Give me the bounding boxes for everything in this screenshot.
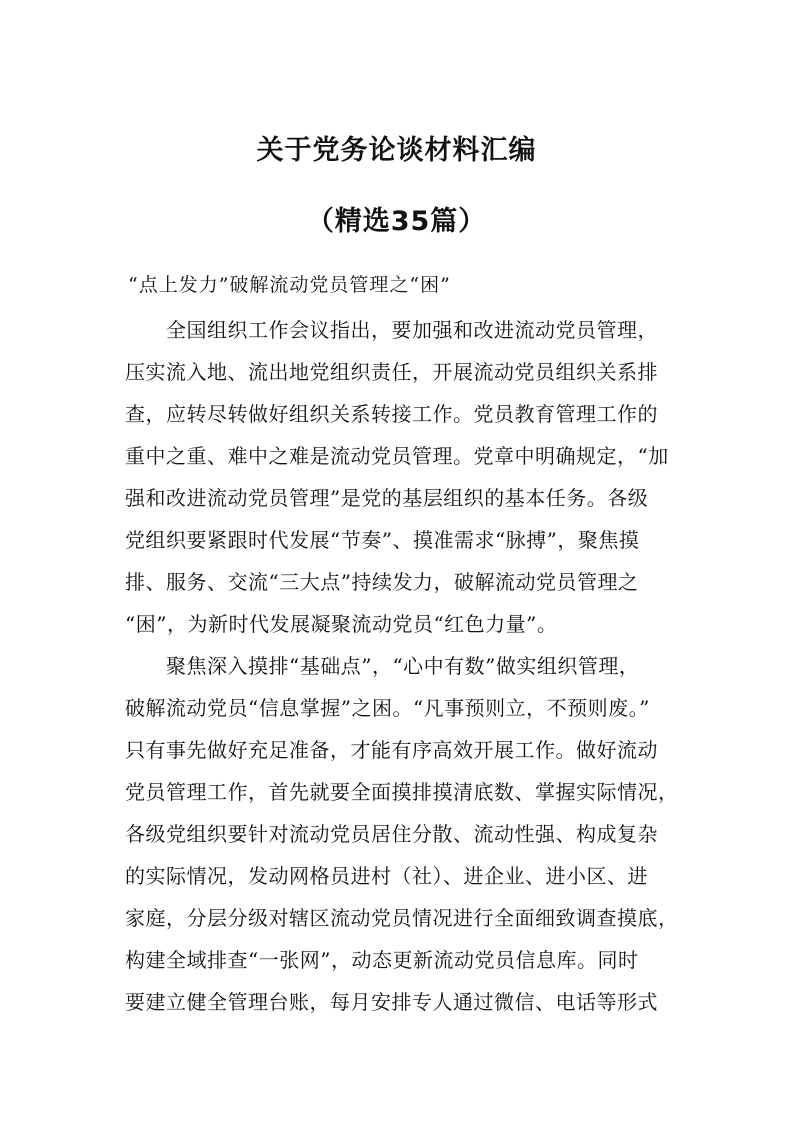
text-line: “困”，为新时代发展凝聚流动党员“红色力量”。: [125, 612, 558, 636]
text-line: 强和改进流动党员管理”是党的基层组织的基本任务。各级: [125, 486, 649, 510]
text-line: 查，应转尽转做好组织关系转接工作。党员教育管理工作的: [125, 402, 658, 426]
document-title: 关于党务论谈材料汇编: [256, 135, 537, 166]
text-line: 聚焦深入摸排“基础点”，“心中有数”做实组织管理，: [166, 654, 640, 678]
text-line: 党员管理工作，首先就要全面摸排摸清底数、掌握实际情况，: [125, 780, 679, 804]
section-heading: “点上发力”破解流动党员管理之“困”: [128, 274, 451, 296]
text-line: 压实流入地、流出地党组织责任，开展流动党员组织关系排: [125, 360, 658, 384]
text-line: 全国组织工作会议指出，要加强和改进流动党员管理，: [166, 318, 658, 342]
text-line: 的实际情况，发动网格员进村（社）、进企业、进小区、进: [125, 864, 648, 888]
text-line: 党组织要紧跟时代发展“节奏”、摸准需求“脉搏”，聚焦摸: [125, 528, 640, 552]
text-line: 重中之重、难中之难是流动党员管理。党章中明确规定，“加: [125, 444, 669, 468]
text-line: 要建立健全管理台账，每月安排专人通过微信、电话等形式: [125, 990, 658, 1014]
document-subtitle: （精选35篇）: [306, 206, 487, 237]
text-line: 家庭，分层分级对辖区流动党员情况进行全面细致调查摸底，: [125, 906, 679, 930]
text-line: 构建全域排查“一张网”，动态更新流动党员信息库。同时: [125, 948, 639, 972]
text-line: 只有事先做好充足准备，才能有序高效开展工作。做好流动: [125, 738, 658, 762]
text-line: 破解流动党员“信息掌握”之困。“凡事预则立，不预则废。”: [125, 696, 650, 720]
text-line: 排、服务、交流“三大点”持续发力，破解流动党员管理之: [125, 570, 639, 594]
text-line: 各级党组织要针对流动党员居住分散、流动性强、构成复杂: [125, 822, 658, 846]
